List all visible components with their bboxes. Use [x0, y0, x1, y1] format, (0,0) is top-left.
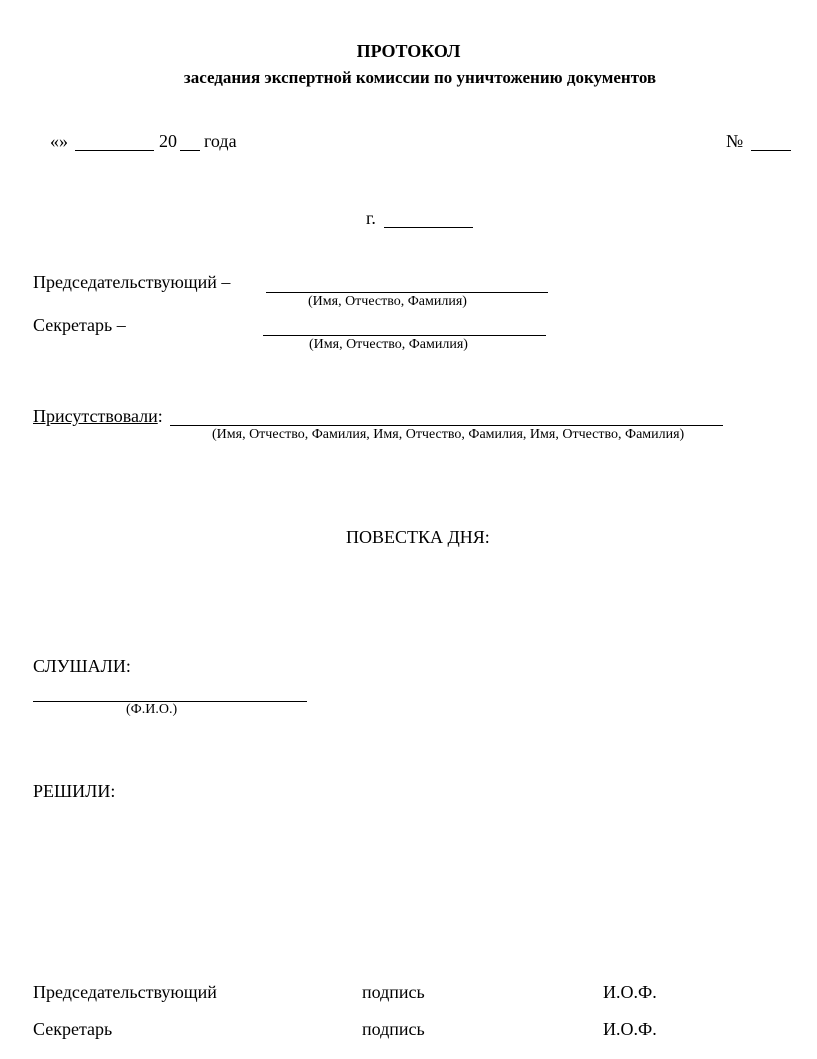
chair-name-blank — [266, 292, 548, 293]
date-year-prefix: 20 — [159, 131, 177, 151]
city-blank — [384, 227, 473, 228]
secretary-label: Секретарь – — [33, 315, 126, 335]
attendees-blank — [170, 425, 723, 426]
date-quote-marks: «» — [50, 131, 68, 151]
secretary-name-hint: (Имя, Отчество, Фамилия) — [309, 337, 468, 352]
decided-heading: РЕШИЛИ: — [33, 781, 116, 801]
secretary-name-blank — [263, 335, 546, 336]
date-day-month-blank — [75, 150, 154, 151]
date-year-blank — [180, 150, 200, 151]
signature-secretary-role: Секретарь — [33, 1019, 113, 1039]
document-title: ПРОТОКОЛ — [356, 41, 461, 61]
number-blank — [751, 150, 791, 151]
attendees-hint: (Имя, Отчество, Фамилия, Имя, Отчество, Фамилия, Имя, Отчество, Фамилия) — [212, 427, 685, 442]
city-label: г. — [366, 208, 376, 228]
chair-name-hint: (Имя, Отчество, Фамилия) — [308, 294, 467, 309]
signature-secretary-signature: подпись — [362, 1019, 425, 1039]
signature-chair-signature: подпись — [362, 982, 425, 1002]
signature-secretary-initials: И.О.Ф. — [603, 1019, 657, 1039]
attendees-colon: : — [157, 406, 163, 426]
signature-chair-role: Председательствующий — [33, 982, 217, 1002]
document-subtitle: заседания экспертной комиссии по уничтожению документов — [183, 68, 657, 87]
attendees-label — [33, 406, 163, 427]
signature-chair-initials: И.О.Ф. — [603, 982, 657, 1002]
attendees-label-text: Присутствовали — [33, 406, 158, 426]
heard-heading: СЛУШАЛИ: — [33, 656, 131, 676]
number-sign: № — [726, 131, 744, 151]
heard-name-hint: (Ф.И.О.) — [126, 702, 178, 717]
chair-label: Председательствующий – — [33, 272, 231, 292]
date-year-suffix: года — [204, 131, 237, 151]
agenda-heading: ПОВЕСТКА ДНЯ: — [346, 527, 490, 547]
